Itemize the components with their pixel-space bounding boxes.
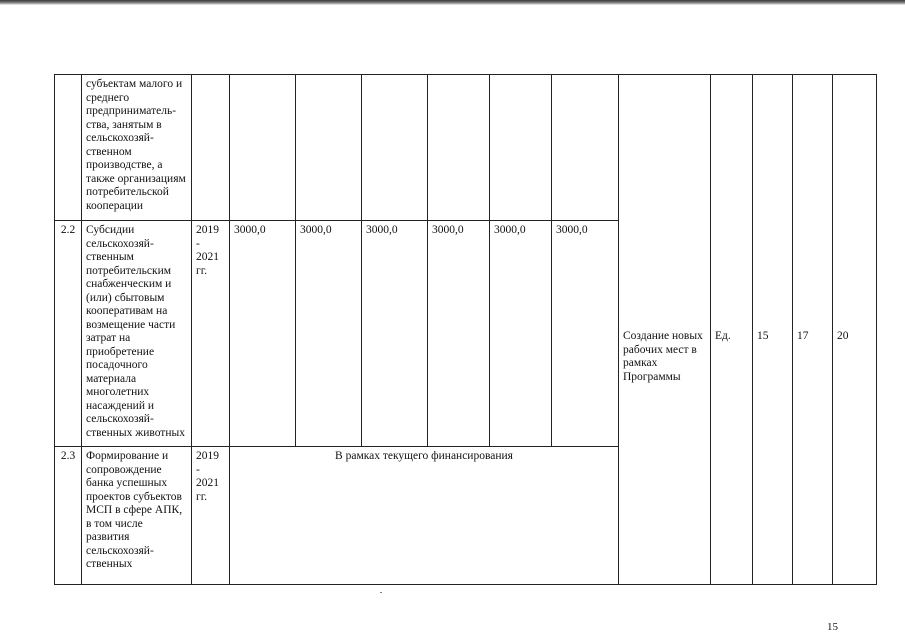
scan-top-edge [0, 0, 905, 5]
activity-description: субъектам малого и среднего предприниматель-ства, занятым в сельскохозяй-ственном производстве, а также организациям потребительской кооперации [82, 75, 192, 221]
amount-cell: 3000,0 [362, 221, 428, 447]
program-activities-table [54, 74, 877, 585]
amount-cell [490, 75, 552, 221]
amount-cell [296, 75, 362, 221]
financing-note: В рамках текущего финансирования [230, 447, 619, 585]
amount-cell: 3000,0 [296, 221, 362, 447]
amount-cell [552, 75, 619, 221]
indicator-value-2021: 20 [833, 75, 877, 585]
row-number: 2.3 [55, 447, 82, 585]
amount-cell: 3000,0 [428, 221, 490, 447]
amount-cell [230, 75, 296, 221]
amount-cell [362, 75, 428, 221]
activity-description: Субсидии сельскохозяй-ственным потребительским снабженческим и (или) сбытовым кооперативам на возмещение части затрат на приобретение посадочного материала многолетних насаждений и сельскохозяй-ственных животных [82, 221, 192, 447]
activity-description: Формирование и сопровождение банка успешных проектов субъектов МСП в сфере АПК, в том числе развития сельскохозяй-ственных [82, 447, 192, 585]
page-number: 15 [827, 621, 838, 633]
indicator-value-2019: 15 [753, 75, 793, 585]
amount-cell [428, 75, 490, 221]
row-number: 2.2 [55, 221, 82, 447]
row-number-cell [55, 75, 82, 221]
amount-cell: 3000,0 [552, 221, 619, 447]
indicator-value-2020: 17 [793, 75, 833, 585]
amount-cell: 3000,0 [490, 221, 552, 447]
result-indicator-cell: Создание новых рабочих мест в рамках Программы [619, 75, 711, 585]
amount-cell: 3000,0 [230, 221, 296, 447]
table-row-continuation [55, 75, 877, 221]
unit-cell: Ед. [711, 75, 753, 585]
period-cell [192, 75, 230, 221]
period-cell: 2019 - 2021 гг. [192, 447, 230, 585]
scan-speck [380, 592, 382, 593]
period-cell: 2019 - 2021 гг. [192, 221, 230, 447]
